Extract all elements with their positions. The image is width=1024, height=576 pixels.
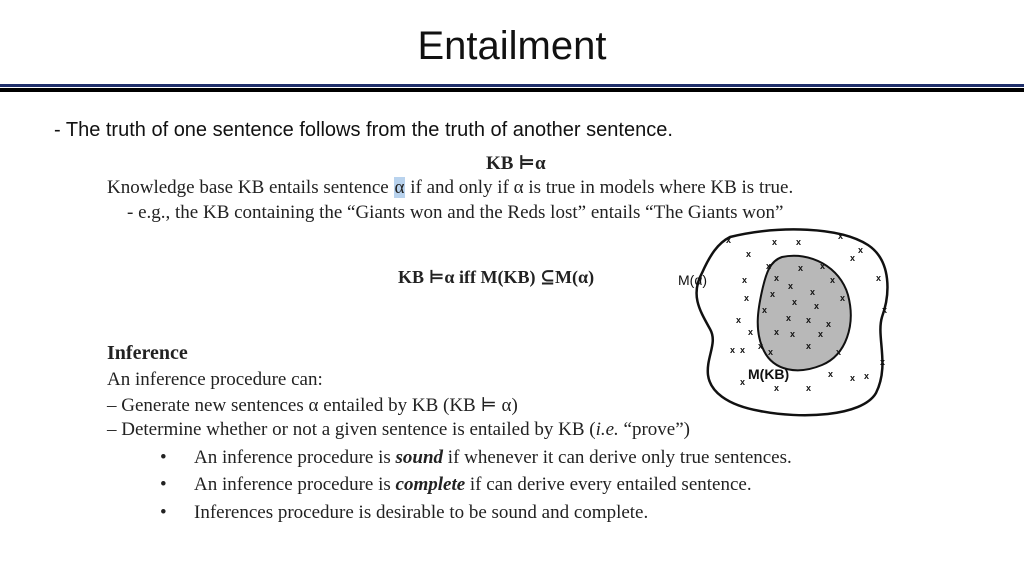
model-marker: x xyxy=(746,249,752,259)
inference-bullet-2 xyxy=(160,474,752,496)
model-marker: x xyxy=(766,261,772,271)
model-marker: x xyxy=(850,373,856,383)
entailment-example: - e.g., the KB containing the “Giants won and the Reds lost” entails “The Giants won” xyxy=(127,202,784,223)
model-marker: x xyxy=(814,301,820,311)
inference-heading: Inference xyxy=(107,342,188,364)
model-marker: x xyxy=(792,297,798,307)
model-marker: x xyxy=(748,327,754,337)
model-marker: x xyxy=(864,371,870,381)
bullet-1-em: sound xyxy=(395,447,444,468)
model-marker: x xyxy=(758,341,764,351)
dash2-prefix: – Determine whether or not a given sentence is entailed by KB ( xyxy=(107,419,596,440)
bullet-3-text: Inferences procedure is desirable to be sound and complete. xyxy=(194,502,649,523)
bullet-glyph: • xyxy=(160,474,167,495)
inference-intro: An inference procedure can: xyxy=(107,369,323,390)
model-marker: x xyxy=(840,293,846,303)
model-marker: x xyxy=(744,293,750,303)
models-diagram xyxy=(670,225,900,425)
model-marker: x xyxy=(762,305,768,315)
model-marker: x xyxy=(820,261,826,271)
model-marker: x xyxy=(806,383,812,393)
model-marker: x xyxy=(790,329,796,339)
bullet-2-em: complete xyxy=(395,474,466,495)
model-marker: x xyxy=(788,281,794,291)
definition-prefix: Knowledge base KB entails sentence xyxy=(107,177,394,198)
slide-title: Entailment xyxy=(417,24,607,68)
bullet-1-suffix: if whenever it can derive only true sentences. xyxy=(443,447,792,468)
model-marker: x xyxy=(818,329,824,339)
iff-rhs: M(KB) ⊆M(α) xyxy=(480,267,595,287)
model-marker: x xyxy=(826,319,832,329)
inner-label-m-kb: M(KB) xyxy=(748,366,790,382)
model-marker: x xyxy=(736,315,742,325)
model-marker: x xyxy=(850,253,856,263)
title-rule-top xyxy=(0,84,1024,87)
model-marker: x xyxy=(786,313,792,323)
inference-bullet-1 xyxy=(160,447,792,469)
dash2-suffix: “prove”) xyxy=(618,419,691,440)
model-marker: x xyxy=(830,275,836,285)
model-marker: x xyxy=(726,235,732,245)
model-marker: x xyxy=(772,237,778,247)
iff-formula xyxy=(398,267,594,288)
model-marker: x xyxy=(730,345,736,355)
model-marker: x xyxy=(836,347,842,357)
model-marker: x xyxy=(838,231,844,241)
model-marker: x xyxy=(858,245,864,255)
model-marker: x xyxy=(774,383,780,393)
model-marker: x xyxy=(770,289,776,299)
iff-lhs: KB ⊨α iff xyxy=(398,267,476,287)
model-marker: x xyxy=(796,237,802,247)
model-marker: x xyxy=(798,263,804,273)
inference-bullet-3 xyxy=(160,502,648,524)
model-marker: x xyxy=(880,357,886,367)
model-marker: x xyxy=(810,287,816,297)
title-rule-bottom xyxy=(0,88,1024,92)
model-marker: x xyxy=(774,273,780,283)
model-marker: x xyxy=(806,315,812,325)
bullet-glyph: • xyxy=(160,502,167,523)
outer-label-m-alpha: M(α) xyxy=(678,272,708,288)
entailment-notation: KB ⊨α xyxy=(486,153,546,174)
model-marker: x xyxy=(740,377,746,387)
model-marker: x xyxy=(806,341,812,351)
bullet-1-prefix: An inference procedure is xyxy=(194,447,396,468)
model-marker: x xyxy=(876,273,882,283)
bullet-glyph: • xyxy=(160,447,167,468)
model-marker: x xyxy=(882,305,888,315)
inference-dash-2 xyxy=(107,419,690,441)
inference-dash-1: – Generate new sentences α entailed by KB (KB ⊨ α) xyxy=(107,395,518,416)
model-marker: x xyxy=(774,327,780,337)
model-marker: x xyxy=(740,345,746,355)
main-bullet: - The truth of one sentence follows from the truth of another sentence. xyxy=(54,119,673,141)
definition-alpha-highlight: α xyxy=(394,177,405,198)
model-marker: x xyxy=(742,275,748,285)
entailment-definition xyxy=(107,177,793,199)
bullet-2-suffix: if can derive every entailed sentence. xyxy=(465,474,752,495)
bullet-2-prefix: An inference procedure is xyxy=(194,474,396,495)
dash2-italic: i.e. xyxy=(595,419,619,440)
model-marker: x xyxy=(828,369,834,379)
definition-suffix: if and only if α is true in models where KB is true. xyxy=(405,177,794,198)
model-marker: x xyxy=(768,347,774,357)
